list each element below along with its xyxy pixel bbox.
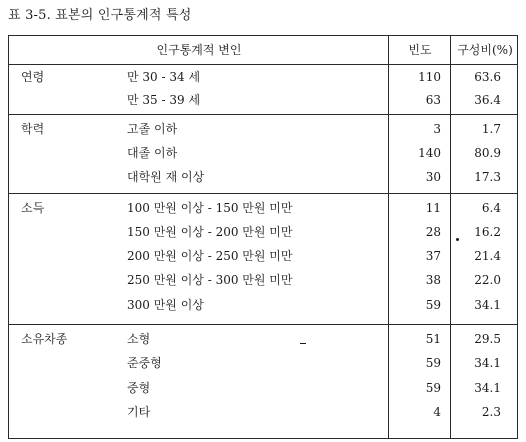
row-ratio: 17.3	[474, 170, 501, 184]
group-label: 연령	[21, 70, 45, 84]
row-item: 만 35 - 39 세	[127, 93, 201, 107]
row-ratio: 34.1	[474, 356, 501, 370]
row-ratio: 1.7	[481, 122, 501, 136]
row-item: 250 만원 이상 - 300 만원 미만	[127, 273, 293, 287]
row-frequency: 63	[425, 93, 441, 107]
group-separator	[9, 324, 517, 325]
row-item: 만 30 - 34 세	[127, 70, 201, 84]
row-ratio: 22.0	[474, 273, 501, 287]
row-ratio: 63.6	[474, 70, 501, 84]
stray-mark	[456, 238, 459, 241]
row-frequency: 37	[425, 249, 441, 263]
row-frequency: 51	[425, 332, 441, 346]
row-item: 중형	[127, 381, 151, 395]
demographics-table	[8, 35, 518, 439]
row-frequency: 11	[425, 201, 441, 215]
row-item: 준중형	[127, 356, 162, 370]
row-frequency: 59	[425, 381, 441, 395]
group-label: 소유차종	[21, 332, 68, 346]
group-label: 소득	[21, 201, 45, 215]
row-ratio: 21.4	[474, 249, 501, 263]
stray-mark	[300, 343, 306, 344]
row-item: 대학원 재 이상	[127, 170, 205, 184]
group-separator	[9, 114, 517, 115]
header-variable: 인구통계적 변인	[156, 43, 242, 57]
row-item: 200 만원 이상 - 250 만원 미만	[127, 249, 293, 263]
row-item: 기타	[127, 405, 151, 419]
table-caption: 표 3-5. 표본의 인구통계적 특성	[8, 8, 192, 23]
row-ratio: 80.9	[474, 146, 501, 160]
row-frequency: 28	[425, 225, 441, 239]
row-frequency: 59	[425, 298, 441, 312]
header-frequency: 빈도	[408, 43, 432, 57]
row-frequency: 38	[425, 273, 441, 287]
row-ratio: 34.1	[474, 381, 501, 395]
row-ratio: 16.2	[474, 225, 501, 239]
group-separator	[9, 193, 517, 194]
row-item: 150 만원 이상 - 200 만원 미만	[127, 225, 293, 239]
row-ratio: 2.3	[481, 405, 501, 419]
group-label: 학력	[21, 122, 45, 136]
row-frequency: 59	[425, 356, 441, 370]
row-item: 대졸 이하	[127, 146, 178, 160]
row-frequency: 110	[418, 70, 441, 84]
row-ratio: 6.4	[481, 201, 501, 215]
row-frequency: 4	[433, 405, 441, 419]
row-item: 300 만원 이상	[127, 298, 204, 312]
row-frequency: 30	[425, 170, 441, 184]
row-item: 고졸 이하	[127, 122, 178, 136]
row-item: 100 만원 이상 - 150 만원 미만	[127, 201, 293, 215]
header-ratio: 구성비(%)	[457, 43, 513, 57]
row-frequency: 3	[433, 122, 441, 136]
table-header-row	[9, 36, 517, 65]
row-ratio: 29.5	[474, 332, 501, 346]
row-frequency: 140	[418, 146, 441, 160]
row-ratio: 36.4	[474, 93, 501, 107]
row-item: 소형	[127, 332, 151, 346]
row-ratio: 34.1	[474, 298, 501, 312]
